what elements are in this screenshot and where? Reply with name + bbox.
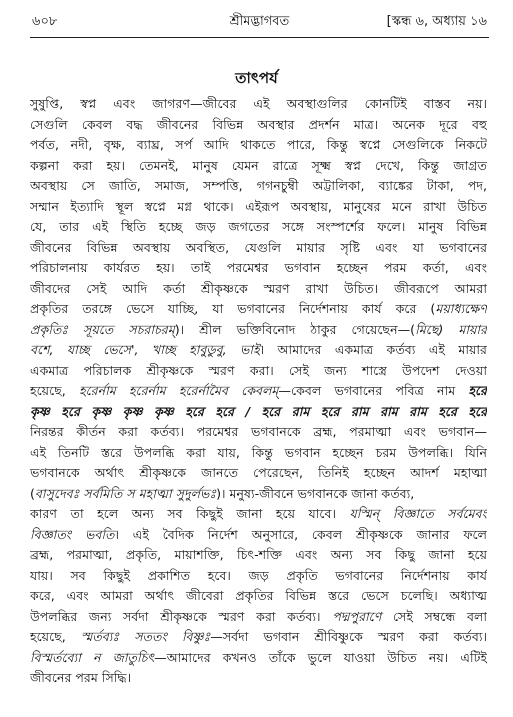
text-line xyxy=(30,279,487,300)
text-segment: ময়াধ্যক্ষেণ xyxy=(435,301,487,316)
text-line xyxy=(30,197,487,218)
text-segment: অবস্থায় সে জাতি, সমাজ, সম্পত্তি, গগনচুম্বী অট্টালিকা, ব্যাঙ্কের টাকা, পদ, xyxy=(30,178,487,193)
text-segment: কৃষ্ণ হরে কৃষ্ণ কৃষ্ণ কৃষ্ণ হরে হরে / হরে রাম হরে রাম রাম রাম হরে হরে xyxy=(30,403,487,419)
text-segment: যায়। সব কিছুই প্রকাশিত হবে। জড় প্রকৃতি ভগবানের নির্দেশনায় কার্য xyxy=(30,567,487,583)
text-line xyxy=(30,443,487,464)
text-line xyxy=(30,94,487,115)
text-segment: ( xyxy=(30,485,35,501)
text-line xyxy=(30,381,487,402)
text-segment: যে, তার এই স্থিতি হচ্ছে জড় জগতের সঙ্গে সংস্পর্শের ফলে। মানুষ বিভিন্ন xyxy=(30,219,487,234)
text-segment: বিজ্ঞাতং ভবতি xyxy=(30,526,115,542)
text-segment: স্মর্তব্যঃ সততং বিষ্ণুঃ xyxy=(80,629,211,644)
text-segment: জীবদের সেই আদি কর্তা শ্রীকৃষ্ণকে স্মরণ রাখা উচিত। জীবরূপে আমরা xyxy=(30,280,487,296)
running-header xyxy=(32,10,487,34)
text-segment: বিস্মর্তব্যো ন জাতুচিৎ xyxy=(30,649,155,665)
text-line xyxy=(30,463,487,484)
text-line xyxy=(30,484,487,505)
text-segment: সুষুপ্তি, স্বপ্ন এবং জাগরণ—জীবের এই অবস্থাগুলির কোনটিই বাস্তব নয়। xyxy=(30,96,487,111)
text-segment: পর্বত, নদী, বৃক্ষ, ব্যাঘ্র, সর্প আদি থাকতে পারে, কিন্তু স্বপ্নে সেগুলিকে নিকটে xyxy=(30,137,487,152)
header-rule xyxy=(30,37,489,38)
text-segment: কল্পনা করা হয়। তেমনই, মানুষ যেমন রাত্রে সূক্ষ্ম স্বপ্ন দেখে, কিন্তু জাগ্রত xyxy=(30,157,487,173)
text-segment: প্রকৃতিঃ সূয়তে সচরাচরম্ xyxy=(30,321,175,337)
text-segment: ভগবানকে অর্থাৎ শ্রীকৃষ্ণকে জানতে পেরেছেন, তিনিই হচ্ছেন আদর্শ মহাত্মা xyxy=(30,465,487,480)
text-line xyxy=(30,525,487,546)
text-segment: বশে, যাচ্ছ ভেসে', খাচ্ছ হাবুডুবু, ভাই xyxy=(30,342,260,357)
text-segment: একমাত্র পরিচালক শ্রীকৃষ্ণকে স্মরণ করা। সেই জন্য শাস্ত্রে উপদেশ দেওয়া xyxy=(30,362,487,378)
text-line xyxy=(30,340,487,361)
text-segment: । এই বৈদিক নির্দেশ অনুসারে, কেবল শ্রীকৃষ্ণকে জানার ফলে xyxy=(114,526,487,542)
text-segment: উপলব্ধির জন্য সর্বদা শ্রীকৃষ্ণকে স্মরণ করা কর্তব্য। xyxy=(30,608,333,624)
text-segment: মিছে) মায়ার xyxy=(415,321,487,337)
text-line xyxy=(30,135,487,156)
text-line xyxy=(30,115,487,136)
text-segment: সেগুলি কেবল বদ্ধ জীবনের বিভিন্ন অবস্থার প্রদর্শন মাত্র। অনেক দূরে বহু xyxy=(30,116,487,132)
text-line xyxy=(30,217,487,238)
purport-text xyxy=(30,94,487,689)
text-segment: )। শ্রীল ভক্তিবিনোদ ঠাকুর গেয়েছেন—( xyxy=(174,321,416,337)
chapter-reference: [স্কন্ধ ৬, অধ্যায় ১৬ xyxy=(386,14,487,29)
book-title: শ্রীমদ্ভাগবত xyxy=(229,14,290,29)
text-segment: —সর্বদা ভগবান শ্রীবিষ্ণুকে স্মরণ করা কর্তব্য। xyxy=(210,629,487,644)
text-segment: ব্রহ্ম, পরমাত্মা, প্রকৃতি, মায়াশক্তি, চিৎ-শক্তি এবং অন্য সব কিছু জানা হয়ে xyxy=(30,547,487,562)
text-segment: জীবনের বিভিন্ন অবস্থায় অবস্থিত, যেগুলি মায়ার সৃষ্টি এবং যা ভগবানের xyxy=(30,239,487,255)
text-line xyxy=(30,320,487,341)
text-line xyxy=(30,648,487,669)
text-segment: জীবনের পরম সিদ্ধি। xyxy=(30,670,132,685)
text-line xyxy=(30,586,487,607)
text-line xyxy=(30,176,487,197)
text-segment: কারণ তা হলে অন্য সব কিছুই জানা হয়ে যাবে। xyxy=(30,506,350,521)
text-segment: পদ্মপুরাণে xyxy=(332,608,382,624)
text-line xyxy=(30,668,487,689)
text-line xyxy=(30,566,487,587)
text-segment: পরিচালনায় কার্যরত হয়। তাই পরমেশ্বর ভগবান হচ্ছেন পরম কর্তা, এবং xyxy=(30,260,487,275)
page-number: ৬০৮ xyxy=(32,14,58,29)
text-line xyxy=(30,545,487,566)
text-segment: )। মনুষ্য-জীবনে ভগবানকে জানা কর্তব্য, xyxy=(216,485,415,501)
text-line xyxy=(30,299,487,320)
text-segment: করে, এবং আমরা অর্থাৎ জীবেরা প্রকৃতির বিভিন্ন স্তরে ভেসে চলেছি। অধ্যাত্ম xyxy=(30,588,487,603)
text-line xyxy=(30,258,487,279)
text-segment: হরে xyxy=(468,383,487,398)
text-segment: সেই সম্বন্ধে বলা xyxy=(381,608,487,624)
text-line xyxy=(30,627,487,648)
text-segment: হয়েছে, xyxy=(30,629,81,644)
text-line xyxy=(30,422,487,443)
text-segment: প্রকৃতির তরঙ্গে ভেসে যাচ্ছি, যা ভগবানের নির্দেশনায় কার্য করে ( xyxy=(30,301,436,316)
text-line xyxy=(30,238,487,259)
text-segment: নিরন্তর কীর্তন করা কর্তব্য। পরমেশ্বর ভগবানকে ব্রহ্ম, পরমাত্মা এবং ভগবান— xyxy=(30,424,487,439)
text-line xyxy=(30,607,487,628)
text-line xyxy=(30,504,487,525)
text-segment: —আমাদের কখনও তাঁকে ভুলে যাওয়া উচিত নয়। এটিই xyxy=(154,649,487,665)
text-line xyxy=(30,361,487,382)
text-line xyxy=(30,402,487,423)
section-heading: তাৎপর্য xyxy=(235,69,278,87)
text-segment: হয়েছে, xyxy=(30,383,79,398)
text-segment: এই তিনটি স্তরে উপলব্ধি করা যায়, কিন্তু ভগবান হচ্ছেন চরম উপলব্ধি। যিনি xyxy=(30,444,487,460)
text-segment: । আমাদের একমাত্র কর্তব্য এই মায়ার xyxy=(259,342,487,357)
text-segment: বাসুদেবঃ সর্বমিতি স মহাত্মা সুদুর্লভঃ xyxy=(34,485,217,501)
text-segment: সম্মান ইত্যাদি স্থূল স্বপ্নে মগ্ন থাকে। এইরূপ অবস্থায়, মানুষের মনে রাখা উচিত xyxy=(30,198,487,214)
text-segment: —কেবল ভগবানের পবিত্র নাম xyxy=(278,383,469,398)
text-segment: যস্মিন্ বিজ্ঞাতে সর্বমেবং xyxy=(349,506,487,521)
text-line xyxy=(30,156,487,177)
text-segment: হরের্নাম হরের্নাম হরের্নামৈব কেবলম্ xyxy=(78,383,279,398)
